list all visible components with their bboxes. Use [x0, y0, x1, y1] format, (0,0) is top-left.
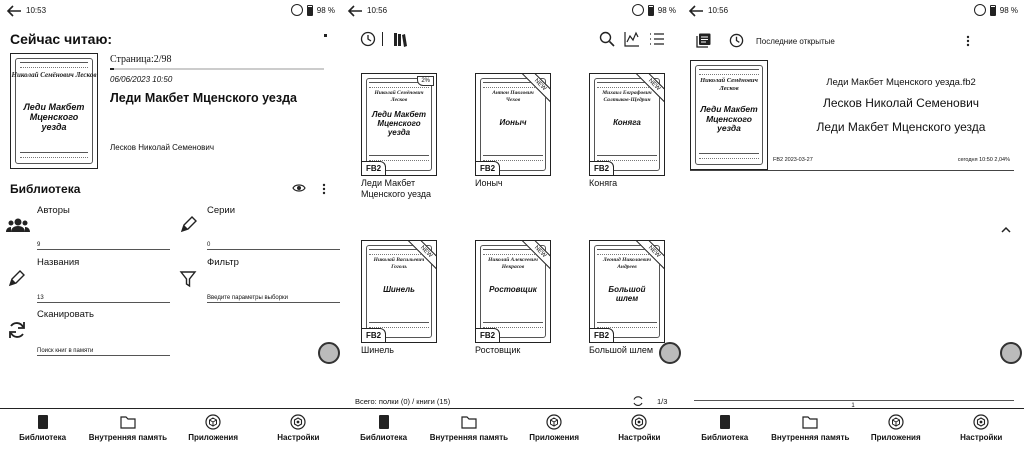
search-icon[interactable]	[599, 31, 615, 47]
cover-author: Николай Семёнович Лесков	[700, 77, 758, 92]
titles-count: 13	[37, 295, 44, 301]
battery-level: 98 %	[999, 5, 1018, 15]
format-badge: FB2	[475, 161, 500, 176]
format-badge: FB2	[361, 161, 386, 176]
format-badge: FB2	[475, 328, 500, 343]
status-bar	[341, 0, 682, 22]
current-book-author: Лесков Николай Семенович	[110, 143, 215, 152]
status-time: 10:56	[708, 6, 729, 15]
book-cover-author: Леонид Николаевич Андреев	[602, 257, 652, 270]
apps-cube-icon	[205, 414, 221, 430]
cover-author: Николай Семёнович Лесков	[11, 71, 97, 79]
format-badge: FB2	[361, 328, 386, 343]
new-ribbon: NEW	[407, 240, 437, 271]
settings-hex-icon	[973, 414, 989, 430]
nav-storage[interactable]: Внутренняя память	[426, 409, 511, 454]
new-ribbon: NEW	[521, 73, 551, 104]
settings-hex-icon	[290, 414, 306, 430]
library-title: Библиотека	[10, 182, 81, 196]
book-cover[interactable]	[589, 240, 665, 343]
book-title-label[interactable]: Ростовщик	[475, 345, 521, 355]
bookshelf-panel	[341, 0, 682, 454]
recent-divider	[690, 170, 1014, 171]
more-vert-icon[interactable]	[966, 35, 970, 47]
nav-settings[interactable]: Настройки	[939, 409, 1024, 454]
nav-settings[interactable]: Настройки	[256, 409, 341, 454]
now-reading-title: Сейчас читаю:	[10, 31, 113, 47]
scan-hint: Поиск книг в памяти	[37, 348, 94, 354]
recent-author: Лесков Николай Семенович	[822, 96, 980, 110]
apps-cube-icon	[888, 414, 904, 430]
reading-progress-bar	[110, 68, 324, 70]
recent-meta-left: FB2 2023-03-27	[773, 157, 813, 163]
authors-label[interactable]: Авторы	[37, 205, 70, 216]
book-cover[interactable]	[361, 73, 437, 176]
bottom-nav	[341, 408, 682, 454]
cover-title: Леди Макбет Мценского уезда	[23, 102, 85, 132]
book-title-label[interactable]: Ионыч	[475, 178, 503, 188]
book-cover-title: Леди Макбет Мценского уезда	[372, 110, 426, 137]
library-nav-icon	[35, 414, 51, 430]
book-cover[interactable]	[361, 240, 437, 343]
pager-line	[694, 400, 1014, 401]
recent-book-cover[interactable]	[690, 60, 768, 170]
book-cover-title: Коняга	[613, 118, 641, 127]
back-arrow-icon[interactable]	[688, 4, 704, 18]
battery-level: 98 %	[316, 5, 335, 15]
sync-icon	[291, 4, 303, 16]
pen-titles-icon	[7, 270, 25, 288]
book-title-label[interactable]: Коняга	[589, 178, 618, 188]
list-view-icon[interactable]	[649, 31, 665, 47]
status-bar	[682, 0, 1024, 22]
status-time: 10:56	[367, 6, 388, 15]
toolbar-divider	[382, 32, 383, 46]
series-count: 0	[207, 242, 211, 248]
format-badge: FB2	[589, 161, 614, 176]
filter-label[interactable]: Фильтр	[207, 257, 239, 268]
battery-level: 98 %	[657, 5, 676, 15]
recent-header-title: Последние открытые	[756, 37, 835, 46]
pen-series-icon	[179, 216, 197, 234]
titles-label[interactable]: Названия	[37, 257, 80, 268]
floating-action-button[interactable]	[1000, 342, 1022, 364]
cover-title: Леди Макбет Мценского уезда	[700, 104, 758, 133]
sync-icon	[632, 4, 644, 16]
current-book-title[interactable]: Леди Макбет Мценского уезда	[110, 91, 297, 105]
more-dot-icon[interactable]	[324, 34, 327, 37]
book-cover-author: Николай Васильевич Гоголь	[373, 257, 425, 270]
status-time: 10:53	[26, 6, 47, 15]
book-title-label[interactable]: Шинель	[361, 345, 394, 355]
authors-count: 9	[37, 242, 41, 248]
format-badge: FB2	[589, 328, 614, 343]
nav-apps[interactable]: Приложения	[853, 409, 939, 454]
library-nav-icon	[717, 414, 733, 430]
book-cover-author: Антон Павлович Чехов	[492, 90, 534, 103]
filter-placeholder: Введите параметры выборки	[207, 295, 289, 301]
folder-icon	[461, 414, 477, 430]
nav-apps[interactable]: Приложения	[171, 409, 256, 454]
shelf-total: Всего: полки (0) / книги (15)	[355, 397, 451, 406]
recent-file-name: Леди Макбет Мценского уезда.fb2	[826, 77, 976, 88]
settings-hex-icon	[631, 414, 647, 430]
nav-library[interactable]: Библиотека	[0, 409, 85, 454]
new-ribbon: NEW	[521, 240, 551, 271]
book-cover-author: Николай Алексеевич Некрасов	[488, 257, 538, 270]
authors-icon	[6, 217, 30, 233]
folder-icon	[802, 414, 818, 430]
book-cover-title: Большой шлем	[608, 285, 646, 303]
floating-action-button[interactable]	[659, 342, 681, 364]
apps-cube-icon	[546, 414, 562, 430]
folder-icon	[120, 414, 136, 430]
sync-refresh-icon[interactable]	[632, 395, 644, 407]
new-ribbon: NEW	[635, 73, 665, 104]
bottom-nav	[0, 408, 341, 454]
progress-percent: 2%	[417, 76, 434, 86]
filter-icon	[179, 270, 197, 288]
nav-library[interactable]: Библиотека	[682, 409, 768, 454]
chevron-up-icon[interactable]	[1001, 226, 1011, 233]
page-counter: Страница:2/98	[110, 54, 172, 65]
last-read-date: 06/06/2023 10:50	[110, 75, 173, 84]
stats-chart-icon[interactable]	[624, 31, 640, 47]
book-cover[interactable]	[475, 240, 551, 343]
current-book-cover[interactable]	[10, 53, 98, 169]
more-vert-icon[interactable]	[322, 183, 326, 195]
refresh-scan-icon	[7, 320, 27, 340]
recent-title[interactable]: Леди Макбет Мценского уезда	[816, 120, 986, 134]
bottom-nav	[682, 408, 1024, 454]
page-indicator: 1/3	[657, 397, 668, 406]
book-cover[interactable]	[589, 73, 665, 176]
nav-library[interactable]: Библиотека	[341, 409, 426, 454]
book-title-label[interactable]: Леди Макбет Мценского уезда	[361, 178, 432, 199]
clock-history-icon[interactable]	[360, 31, 376, 47]
library-books-icon[interactable]	[696, 33, 711, 48]
scan-label[interactable]: Сканировать	[37, 309, 94, 320]
floating-action-button[interactable]	[318, 342, 340, 364]
battery-icon	[648, 5, 654, 16]
book-cover-author: Михаил Евграфович Салтыков-Щедрин	[602, 90, 652, 103]
back-arrow-icon[interactable]	[6, 4, 22, 18]
battery-icon	[990, 5, 996, 16]
sync-icon	[974, 4, 986, 16]
recent-panel	[682, 0, 1024, 454]
book-cover-author: Николай Семёнович Лесков	[374, 90, 424, 103]
nav-apps[interactable]: Приложения	[512, 409, 597, 454]
bookshelf-icon[interactable]	[392, 31, 408, 47]
nav-storage[interactable]: Внутренняя память	[768, 409, 854, 454]
recent-meta-right: сегодня 10:50 2,04%	[957, 157, 1010, 163]
book-cover-title: Ростовщик	[489, 285, 537, 294]
recent-page-number: 1	[851, 403, 855, 409]
library-nav-icon	[376, 414, 392, 430]
clock-history-icon[interactable]	[729, 33, 744, 48]
library-home-panel	[0, 0, 341, 454]
back-arrow-icon[interactable]	[347, 4, 363, 18]
nav-storage[interactable]: Внутренняя память	[85, 409, 170, 454]
status-bar	[0, 0, 341, 22]
book-title-label[interactable]: Большой шлем	[589, 345, 654, 355]
nav-settings[interactable]: Настройки	[597, 409, 682, 454]
eye-icon[interactable]	[292, 183, 306, 193]
new-ribbon: NEW	[635, 240, 665, 271]
book-cover[interactable]	[475, 73, 551, 176]
book-cover-title: Ионыч	[499, 118, 527, 127]
series-label[interactable]: Серии	[207, 205, 236, 216]
battery-icon	[307, 5, 313, 16]
book-cover-title: Шинель	[383, 285, 415, 294]
